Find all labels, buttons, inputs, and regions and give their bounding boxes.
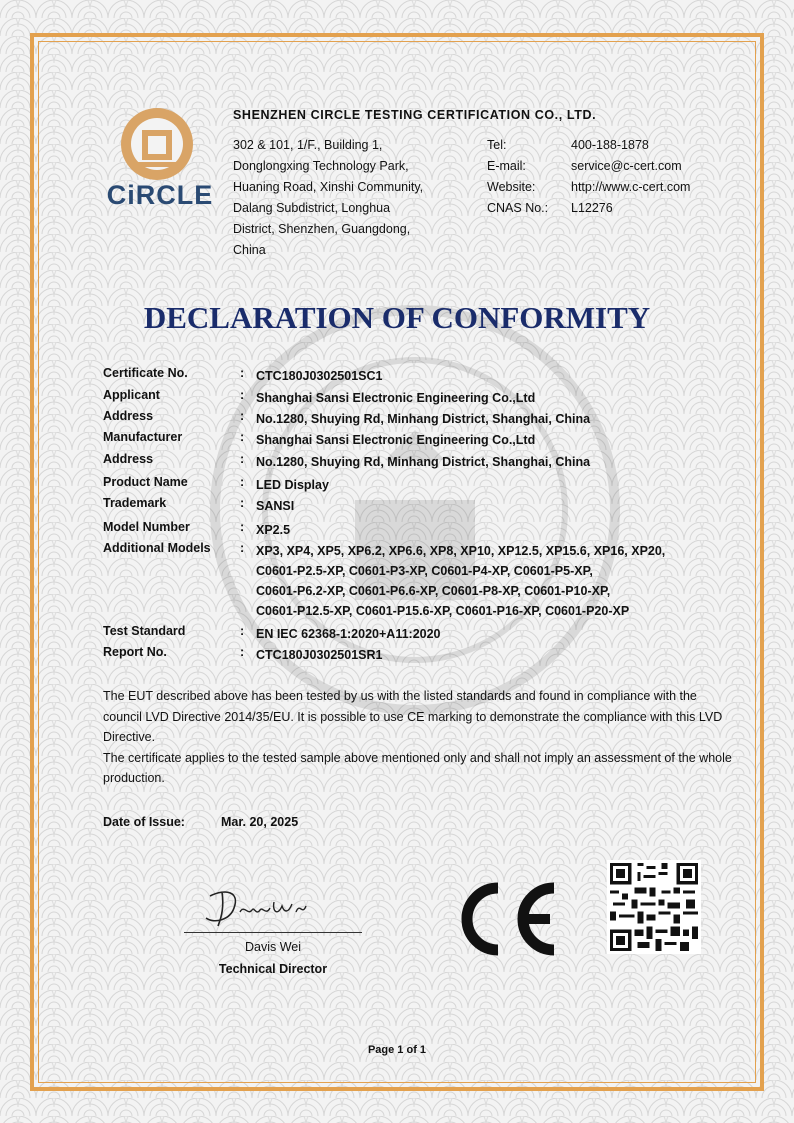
contact-label: Tel: bbox=[487, 138, 507, 152]
field-label: Model Number bbox=[103, 520, 190, 534]
contact-label: E-mail: bbox=[487, 159, 526, 173]
qr-code-icon bbox=[607, 860, 701, 954]
field-value: EN IEC 62368-1:2020+A11:2020 bbox=[256, 627, 441, 641]
field-value: No.1280, Shuying Rd, Minhang District, Shanghai, China bbox=[256, 412, 591, 426]
field-row: Address : No.1280, Shuying Rd, Minhang District, Shanghai, China bbox=[103, 409, 743, 430]
field-row: Address : No.1280, Shuying Rd, Minhang District, Shanghai, China bbox=[103, 452, 743, 475]
logo-wordmark: CiRCLE bbox=[106, 180, 214, 210]
address-line: Donglongxing Technology Park, bbox=[233, 159, 409, 173]
field-value: Shanghai Sansi Electronic Engineering Co.,Ltd bbox=[256, 433, 536, 447]
field-label: Report No. bbox=[103, 645, 167, 659]
field-value: C0601-P12.5-XP, C0601-P15.6-XP, C0601-P16-XP, C0601-P20-XP bbox=[256, 604, 630, 618]
statement-paragraph: The certificate applies to the tested sample above mentioned only and shall not imply an assessment of the whole production. bbox=[103, 750, 732, 785]
date-of-issue bbox=[103, 815, 298, 829]
field-row: Report No. : CTC180J0302501SR1 bbox=[103, 645, 743, 666]
field-value: CTC180J0302501SC1 bbox=[256, 369, 383, 383]
field-label: Product Name bbox=[103, 475, 188, 489]
document-title: DECLARATION OF CONFORMITY bbox=[143, 300, 651, 335]
company-address bbox=[233, 135, 473, 261]
company-contacts bbox=[487, 135, 690, 219]
field-value: XP3, XP4, XP5, XP6.2, XP6.6, XP8, XP10, XP12.5, XP15.6, XP16, XP20, bbox=[256, 544, 666, 558]
statement-paragraph: The EUT described above has been tested by us with the listed standards and found in compliance with the council LVD Directive 2014/35/EU. It is possible to use CE marking to demonstrate the compliance with this LVD Directive. bbox=[103, 689, 723, 744]
field-value: CTC180J0302501SR1 bbox=[256, 648, 383, 662]
ce-mark-icon bbox=[452, 880, 560, 958]
field-label: Additional Models bbox=[103, 541, 211, 555]
signer-name: Davis Wei bbox=[244, 940, 302, 954]
contact-value: 400-188-1878 bbox=[571, 138, 649, 152]
field-value: C0601-P6.2-XP, C0601-P6.6-XP, C0601-P8-XP, C0601-P10-XP, bbox=[256, 584, 611, 598]
field-label: Test Standard bbox=[103, 624, 186, 638]
field-row: Additional Models : XP3, XP4, XP5, XP6.2, XP6.6, XP8, XP10, XP12.5, XP15.6, XP16, XP20, C0601-P2.5-XP, C0601-P3-XP, C0601-P4-XP, C0601-P5-XP, C0601-P6.2-XP, C0601-P6.6-XP, C0601-P8-XP, C0601-P10-XP, C0601-P12.5-XP, C0601-P15.6-XP, C0601-P16-XP, C0601-P20-XP bbox=[103, 541, 743, 624]
field-row: Test Standard : EN IEC 62368-1:2020+A11:2020 bbox=[103, 624, 743, 645]
field-row: Applicant : Shanghai Sansi Electronic Engineering Co.,Ltd bbox=[103, 388, 743, 409]
field-row: Manufacturer : Shanghai Sansi Electronic Engineering Co.,Ltd bbox=[103, 430, 743, 452]
contact-value: service@c-cert.com bbox=[571, 159, 682, 173]
field-row: Product Name : LED Display bbox=[103, 475, 743, 496]
address-line: District, Shenzhen, Guangdong, bbox=[233, 222, 411, 236]
contact-value: L12276 bbox=[571, 201, 613, 215]
field-value: XP2.5 bbox=[256, 523, 291, 537]
address-line: Huaning Road, Xinshi Community, bbox=[233, 180, 424, 194]
field-label: Manufacturer bbox=[103, 430, 183, 444]
issue-value: Mar. 20, 2025 bbox=[221, 815, 299, 829]
conformity-statement bbox=[103, 686, 733, 789]
field-value: Shanghai Sansi Electronic Engineering Co.,Ltd bbox=[256, 391, 536, 405]
contact-value: http://www.c-cert.com bbox=[571, 180, 691, 194]
issue-label: Date of Issue: bbox=[103, 815, 185, 829]
field-label: Address bbox=[103, 452, 154, 466]
field-row: Model Number : XP2.5 bbox=[103, 520, 743, 541]
field-label: Address bbox=[103, 409, 154, 423]
signature-line bbox=[184, 932, 362, 933]
contact-label: Website: bbox=[487, 180, 536, 194]
company-name: SHENZHEN CIRCLE TESTING CERTIFICATION CO., LTD. bbox=[233, 108, 597, 122]
page-number: Page 1 of 1 bbox=[367, 1044, 427, 1056]
address-line: 302 & 101, 1/F., Building 1, bbox=[233, 138, 383, 152]
signer-title: Technical Director bbox=[218, 962, 328, 976]
signature-icon bbox=[196, 882, 326, 930]
field-value: C0601-P2.5-XP, C0601-P3-XP, C0601-P4-XP, C0601-P5-XP, bbox=[256, 564, 593, 578]
certificate-fields bbox=[103, 366, 743, 666]
address-line: China bbox=[233, 243, 266, 257]
field-value: SANSI bbox=[256, 499, 295, 513]
field-label: Applicant bbox=[103, 388, 160, 402]
address-line: Dalang Subdistrict, Longhua bbox=[233, 201, 391, 215]
field-label: Trademark bbox=[103, 496, 167, 510]
contact-label: CNAS No.: bbox=[487, 201, 549, 215]
field-value: LED Display bbox=[256, 478, 329, 492]
field-row: Certificate No. : CTC180J0302501SC1 bbox=[103, 366, 743, 388]
field-value: No.1280, Shuying Rd, Minhang District, Shanghai, China bbox=[256, 455, 591, 469]
field-label: Certificate No. bbox=[103, 366, 188, 380]
field-row: Trademark : SANSI bbox=[103, 496, 743, 520]
